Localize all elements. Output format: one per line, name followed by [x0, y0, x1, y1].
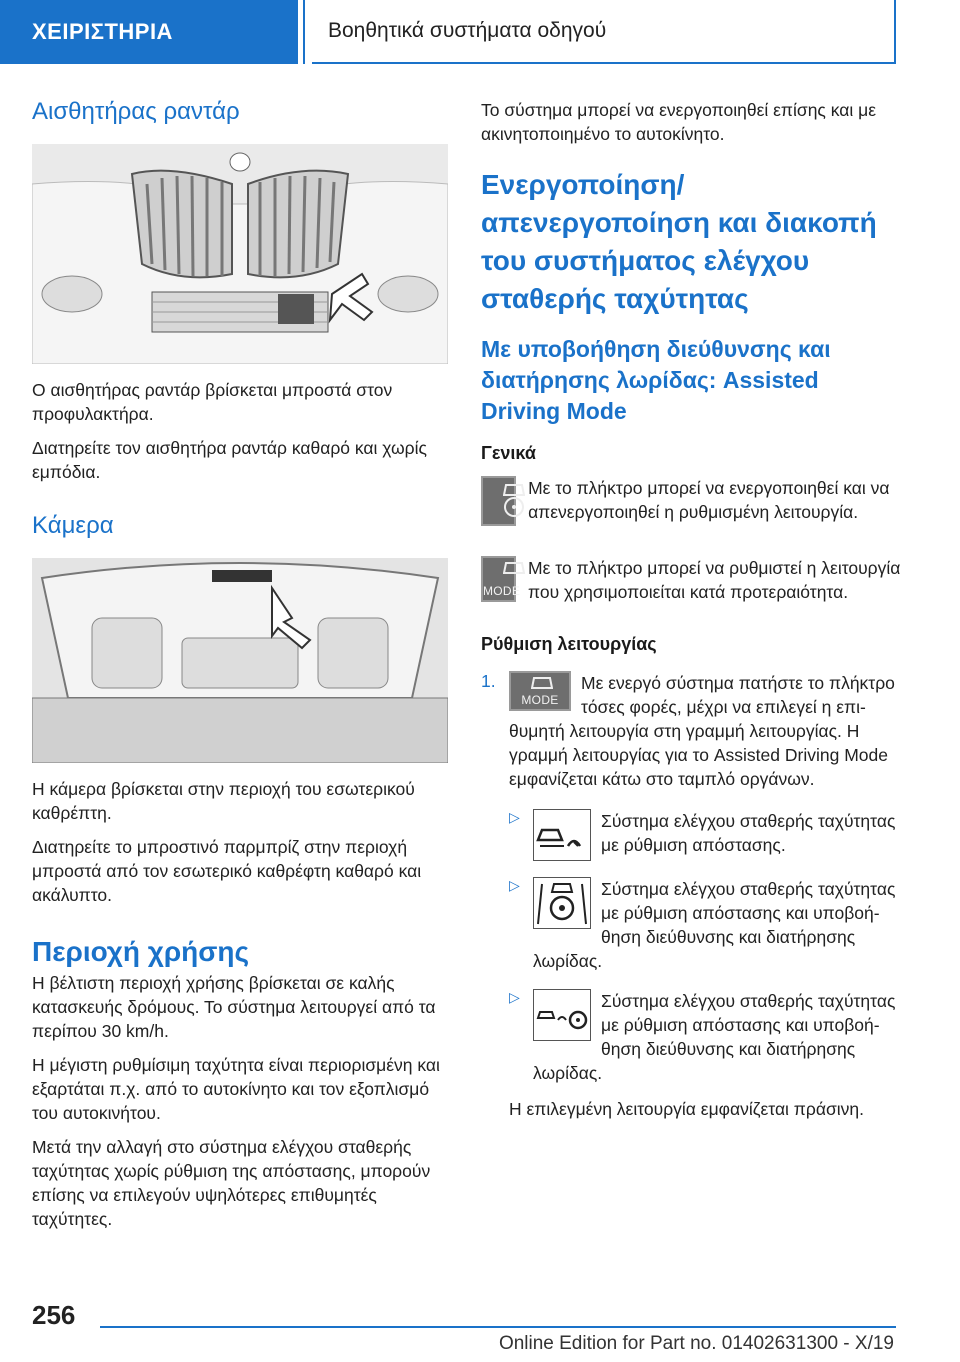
- camera-keep-clean-text: Διατηρείτε το μπροστινό παρμπρίζ στην περιοχή μπροστά από τον εσωτερικό καθρέφτη καθαρό και ακάλυπτο.: [32, 837, 422, 905]
- camera-image: [32, 558, 448, 763]
- general-item-2-text: Με το πλήκτρο μπορεί να ρυθμιστεί η λειτουργία που χρησιμοποιείται κατά προτεραιότητα.: [528, 558, 901, 602]
- bullet-item-3-text: Σύστημα ελέγχου σταθερής ταχύτητας με ρύθμιση απόστασης και υποβοήθηση διεύθυνσης και διατήρησης λωρίδας.: [533, 991, 896, 1083]
- step-1: [481, 671, 901, 1131]
- bullet-item-3: [509, 989, 901, 1085]
- footer-rule: [100, 1326, 896, 1328]
- right-column: [481, 98, 901, 1131]
- radar-sensor-image: [32, 144, 448, 364]
- radar-location-text: Ο αισθητήρας ραντάρ βρίσκεται μπροστά στον προφυλακτήρα.: [32, 380, 393, 424]
- mode-button-inline-icon: [509, 671, 571, 711]
- bullet-item-2-text: Σύστημα ελέγχου σταθερής ταχύτητας με ρύθμιση απόστασης και υποβοήθηση διεύθυνσης και διατήρησης λωρίδας.: [533, 879, 896, 971]
- steering-assist-icon: [533, 877, 591, 929]
- selected-mode-green-note: Η επιλεγμένη λειτουργία εμφανίζεται πράσινη.: [509, 1099, 864, 1119]
- general-item-2: [481, 556, 901, 604]
- camera-location-text: Η κάμερα βρίσκεται στην περιοχή του εσωτερικού καθρέπτη.: [32, 779, 415, 823]
- bullet-triangle-icon: ▷: [509, 809, 520, 825]
- standstill-note: Το σύστημα μπορεί να ενεργοποιηθεί επίσης και με ακινητοποιημένο το αυτοκίνητο.: [481, 100, 877, 144]
- activation-heading: Ενεργοποίηση/απενεργοποίηση και διακοπή του συστήματος ελέγχου σταθερής ταχύτητας: [481, 169, 877, 314]
- general-item-1: [481, 476, 901, 526]
- usage-heading: Περιοχή χρήσης: [32, 936, 250, 967]
- header-divider: [303, 0, 305, 64]
- chapter-title: Βοηθητικά συστήματα οδηγού: [312, 0, 896, 64]
- bullet-triangle-icon: ▷: [509, 877, 520, 893]
- bullet-item-2: [509, 877, 901, 973]
- assisted-driving-heading: Με υποβοήθηση διεύθυνσης και διατήρησης λωρίδας: Assisted Driving Mode: [481, 336, 831, 424]
- bullet-item-1: [509, 809, 901, 861]
- mode-setting-heading: Ρύθμιση λειτουργίας: [481, 634, 657, 654]
- left-column: [32, 98, 450, 1241]
- radar-heading: Αισθητήρας ραντάρ: [32, 98, 240, 125]
- mode-button-icon: [481, 556, 521, 602]
- step-number: 1.: [481, 671, 496, 691]
- usage-text-3: Μετά την αλλαγή στο σύστημα ελέγχου σταθερής ταχύτητας χωρίς ρύθμιση της απόστασης, μπορούν επίσης να επιλεγούν υψηλότερες επιθυμητές ταχύτητες.: [32, 1137, 431, 1229]
- assist-button-icon: [481, 476, 516, 526]
- usage-text-2: Η μέγιστη ρυθμίσιμη ταχύτητα είναι περιορισμένη και εξαρτάται π.χ. από το αυτοκίνητο και τον εξοπλισμό του αυτοκινήτου.: [32, 1055, 440, 1123]
- edition-note: Online Edition for Part no. 01402631300 - X/19: [498, 1333, 894, 1354]
- bullet-triangle-icon: ▷: [509, 989, 520, 1005]
- section-tab: ΧΕΙΡΙΣΤΗΡΙΑ: [0, 0, 298, 64]
- step-1-text: Με ενεργό σύστημα πατήστε το πλήκτρο τόσες φορές, μέχρι να επιλεγεί η επιθυμητή λειτουργία στη γραμμή λειτουργίας. Η γραμμή λειτουργίας για το Assisted Driving Mode εμφανίζεται κάτω στο ταμπλό οργάνων.: [509, 673, 895, 789]
- usage-text-1: Η βέλτιστη περιοχή χρήσης βρίσκεται σε καλής κατασκευής δρόμους. Το σύστημα λειτουργεί από τα περίπου 30 km/h.: [32, 973, 436, 1041]
- mode-label-inline: MODE: [521, 693, 559, 707]
- camera-heading: Κάμερα: [32, 512, 114, 539]
- general-heading: Γενικά: [481, 443, 536, 463]
- radar-keep-clean-text: Διατηρείτε τον αισθητήρα ραντάρ καθαρό και χωρίς εμπόδια.: [32, 438, 427, 482]
- mode-label: MODE: [483, 584, 521, 598]
- bullet-item-1-text: Σύστημα ελέγχου σταθερής ταχύτητας με ρύθμιση απόστασης.: [601, 811, 896, 855]
- general-item-1-text: Με το πλήκτρο μπορεί να ενεργοποιηθεί και να απενεργοποιηθεί η ρυθμισμένη λειτουργία.: [528, 478, 890, 522]
- acc-distance-icon: [533, 809, 591, 861]
- page-number: 256: [32, 1300, 76, 1330]
- distance-steering-icon: [533, 989, 591, 1041]
